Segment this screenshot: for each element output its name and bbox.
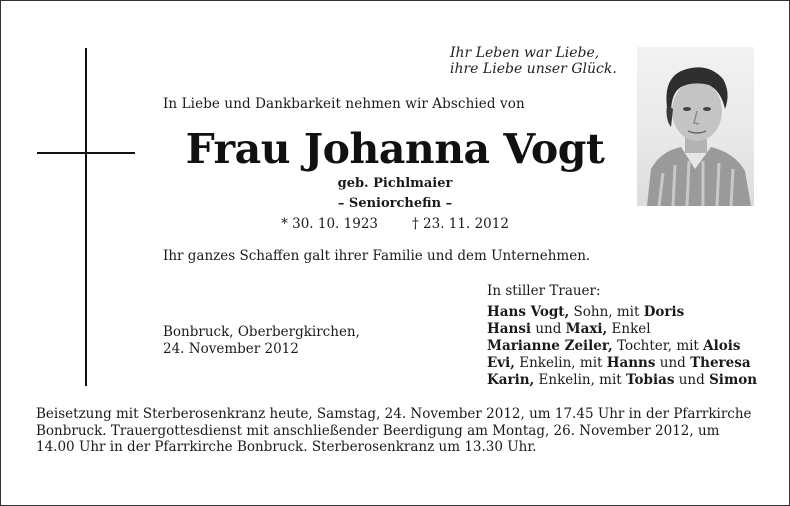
mourners-list — [487, 283, 757, 389]
mourner-relation: Sohn, mit — [569, 304, 644, 320]
motto-quote — [450, 45, 617, 77]
mourner-name: Alois — [703, 338, 741, 354]
mourner-line — [487, 338, 757, 355]
mourner-relation: Enkel — [607, 321, 651, 337]
cross-horizontal-bar — [37, 152, 135, 154]
funeral-notice — [36, 406, 756, 456]
mourner-relation: und — [674, 372, 710, 388]
mourner-relation: und — [655, 355, 691, 371]
mourner-name: Evi, — [487, 355, 515, 371]
deceased-name: Frau Johanna Vogt — [185, 125, 605, 173]
mourner-relation: Enkelin, mit — [514, 355, 607, 371]
mourner-line — [487, 372, 757, 389]
mourner-name: Tobias — [626, 372, 675, 388]
mourner-relation: und — [531, 321, 566, 337]
place-line: Bonbruck, Oberbergkirchen, — [163, 324, 360, 340]
birth-name: geb. Pichlmaier — [337, 176, 453, 191]
tribute-line: Ihr ganzes Schaffen galt ihrer Familie und dem Unternehmen. — [163, 248, 591, 264]
date-line: 24. November 2012 — [163, 341, 299, 357]
mourner-line — [487, 355, 757, 372]
mourner-name: Hanns — [606, 355, 656, 371]
mourner-name: Hans Vogt, — [487, 304, 570, 320]
mourner-name: Maxi, — [565, 321, 608, 337]
death-date: † 23. 11. 2012 — [412, 216, 509, 232]
mourner-name: Marianne Zeiler, — [487, 338, 613, 354]
mourners-heading: In stiller Trauer: — [487, 283, 601, 299]
life-dates — [150, 216, 640, 232]
funeral-line-2: Bonbruck. Trauergottesdienst mit anschließender Beerdigung am Montag, 26. November 2012, um — [36, 422, 720, 439]
mourner-relation: Tochter, mit — [612, 338, 704, 354]
place-and-date — [163, 324, 360, 358]
funeral-line-3: 14.00 Uhr in der Pfarrkirche Bonbruck. Sterberosenkranz um 13.30 Uhr. — [36, 439, 537, 455]
motto-line-2: ihre Liebe unser Glück. — [450, 61, 617, 77]
mourner-name: Karin, — [487, 372, 535, 388]
portrait-photo — [637, 47, 754, 206]
mourner-name: Theresa — [690, 355, 751, 371]
mourner-line — [487, 304, 757, 321]
funeral-line-1: Beisetzung mit Sterberosenkranz heute, Samstag, 24. November 2012, um 17.45 Uhr in der Pfarrkirche — [36, 406, 752, 422]
role-title: – Seniorchefin – — [337, 196, 453, 211]
birth-date: * 30. 10. 1923 — [281, 216, 378, 232]
mourner-relation: Enkelin, mit — [534, 372, 627, 388]
mourner-name: Hansi — [487, 321, 532, 337]
motto-line-1: Ihr Leben war Liebe, — [450, 45, 600, 61]
intro-text: In Liebe und Dankbarkeit nehmen wir Abschied von — [163, 96, 525, 112]
mourner-name: Simon — [709, 372, 758, 388]
mourner-name: Doris — [643, 304, 685, 320]
mourner-line — [487, 321, 757, 338]
cross-vertical-bar — [85, 48, 87, 386]
